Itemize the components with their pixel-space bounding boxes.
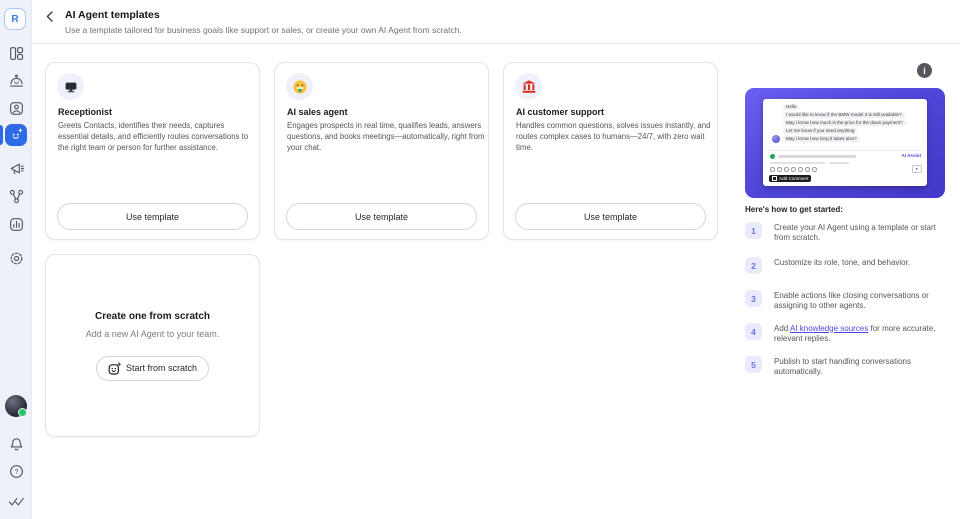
step-text: Enable actions like closing conversations or assigning to other agents.	[774, 290, 929, 311]
info-button[interactable]: i	[917, 63, 932, 78]
bank-building-icon	[515, 73, 542, 100]
guide-title: Here's how to get started:	[745, 205, 843, 214]
chat-bubble: Hello	[783, 104, 799, 110]
bell-icon	[8, 436, 25, 453]
ai-knowledge-sources-link[interactable]: AI knowledge sources	[790, 323, 869, 333]
step-number-badge: 4	[745, 323, 762, 340]
back-button[interactable]	[44, 10, 56, 23]
toolbar-icon	[777, 167, 782, 172]
step-text: Publish to start handling conversations automatically.	[774, 356, 911, 377]
guide-step-2	[745, 257, 945, 274]
text-placeholder-bar	[829, 162, 849, 165]
scratch-subtitle: Add a new AI Agent to your team.	[85, 328, 220, 339]
template-title: AI sales agent	[287, 107, 348, 117]
sidebar-item-home[interactable]	[7, 44, 25, 62]
template-card-support	[503, 62, 718, 240]
customer-avatar	[772, 135, 780, 143]
toolbar-icon	[812, 167, 817, 172]
sidebar-item-settings[interactable]	[7, 249, 25, 267]
template-description: Engages prospects in real time, qualifies leads, answers questions, and books meetings—automatically, right from your chat.	[287, 121, 485, 152]
template-description: Handles common questions, solves issues instantly, and routes complex cases to humans—24/7, with zero wait time.	[516, 121, 711, 152]
chat-divider	[768, 150, 922, 151]
chat-bubble: Let me know if you need anything	[783, 128, 857, 134]
status-green-dot	[770, 154, 775, 159]
step-number-badge: 3	[745, 290, 762, 307]
step-number-badge: 2	[745, 257, 762, 274]
question-circle-icon	[8, 463, 25, 480]
bar-chart-icon	[8, 216, 25, 233]
active-nav-indicator	[0, 125, 3, 145]
ai-agent-smiley-icon	[9, 128, 23, 142]
sidebar-item-contacts[interactable]	[7, 99, 25, 117]
template-card-sales	[274, 62, 489, 240]
chat-preview-card	[763, 99, 927, 186]
scratch-title: Create one from scratch	[94, 310, 211, 322]
use-template-button-sales[interactable]: Use template	[286, 203, 477, 230]
create-from-scratch-card	[45, 254, 260, 437]
sidebar-item-reports[interactable]	[7, 215, 25, 233]
kanban-icon	[8, 45, 25, 62]
add-comment-label: Add Comment	[779, 176, 809, 181]
start-from-scratch-button[interactable]	[96, 356, 209, 381]
sidebar-item-onboarding[interactable]	[7, 492, 25, 510]
header-divider	[32, 43, 960, 44]
toolbar-icon	[784, 167, 789, 172]
double-check-icon	[7, 495, 25, 508]
add-comment-button	[769, 175, 811, 182]
svg-text:?: ?	[14, 467, 18, 476]
online-status-dot	[18, 408, 27, 417]
sidebar-item-outbound[interactable]	[7, 159, 25, 177]
gear-icon	[8, 250, 25, 267]
step-text: Add AI knowledge sources for more accurate, relevant replies.	[774, 323, 936, 344]
page-subtitle: Use a template tailored for business goals like support or sales, or create your own AI Agent from scratch.	[65, 25, 462, 35]
contact-card-icon	[8, 100, 25, 117]
page-title: AI Agent templates	[65, 9, 160, 21]
guide-step-3	[745, 290, 945, 312]
step-text: Customize its role, tone, and behavior.	[774, 257, 911, 267]
template-description: Greets Contacts, identifies their needs, captures essential details, and efficiently routes conversations to the right team or person for further assistance.	[58, 121, 249, 152]
step-number-badge: 1	[745, 222, 762, 239]
guide-step-5	[745, 356, 945, 378]
chat-bubble: I would like to know if the BMW model 3 is still available?	[783, 112, 905, 118]
chat-bubble: May i know how long it takes also?	[783, 136, 860, 142]
sidebar-item-workflows[interactable]	[7, 187, 25, 205]
desk-bell-icon	[57, 73, 84, 100]
comment-icon	[772, 176, 777, 181]
text-placeholder-bar	[770, 162, 825, 165]
send-button: ▸	[912, 165, 922, 173]
text-placeholder-bar	[778, 155, 856, 158]
guide-step-4	[745, 323, 945, 345]
toolbar-icon	[770, 167, 775, 172]
template-card-receptionist	[45, 62, 260, 240]
sidebar-item-inbox[interactable]	[7, 72, 25, 90]
service-bell-icon	[8, 73, 25, 90]
money-mouth-emoji-icon	[286, 73, 313, 100]
toolbar-icon	[805, 167, 810, 172]
sidebar-item-help[interactable]	[7, 462, 25, 480]
chevron-left-icon	[44, 10, 56, 23]
step-number-badge: 5	[745, 356, 762, 373]
toolbar-icon	[798, 167, 803, 172]
sidebar-item-notifications[interactable]	[7, 435, 25, 453]
template-title: Receptionist	[58, 107, 113, 117]
megaphone-icon	[8, 160, 25, 177]
step-text: Create your AI Agent using a template or start from scratch.	[774, 222, 936, 243]
guide-step-1	[745, 222, 945, 244]
ai-smiley-sparkle-icon	[108, 362, 121, 375]
sidebar-item-ai-agent[interactable]	[5, 124, 27, 146]
use-template-button-receptionist[interactable]: Use template	[57, 203, 248, 230]
nodes-icon	[8, 188, 25, 205]
workspace-logo[interactable]: R	[4, 8, 26, 30]
use-template-button-support[interactable]: Use template	[515, 203, 706, 230]
template-title: AI customer support	[516, 107, 605, 117]
toolbar-icon	[791, 167, 796, 172]
ai-assist-link: AI Assist	[901, 153, 921, 158]
start-from-scratch-label: Start from scratch	[125, 363, 197, 373]
chat-bubble: May i know how much is the price for the down payment?	[783, 120, 906, 126]
